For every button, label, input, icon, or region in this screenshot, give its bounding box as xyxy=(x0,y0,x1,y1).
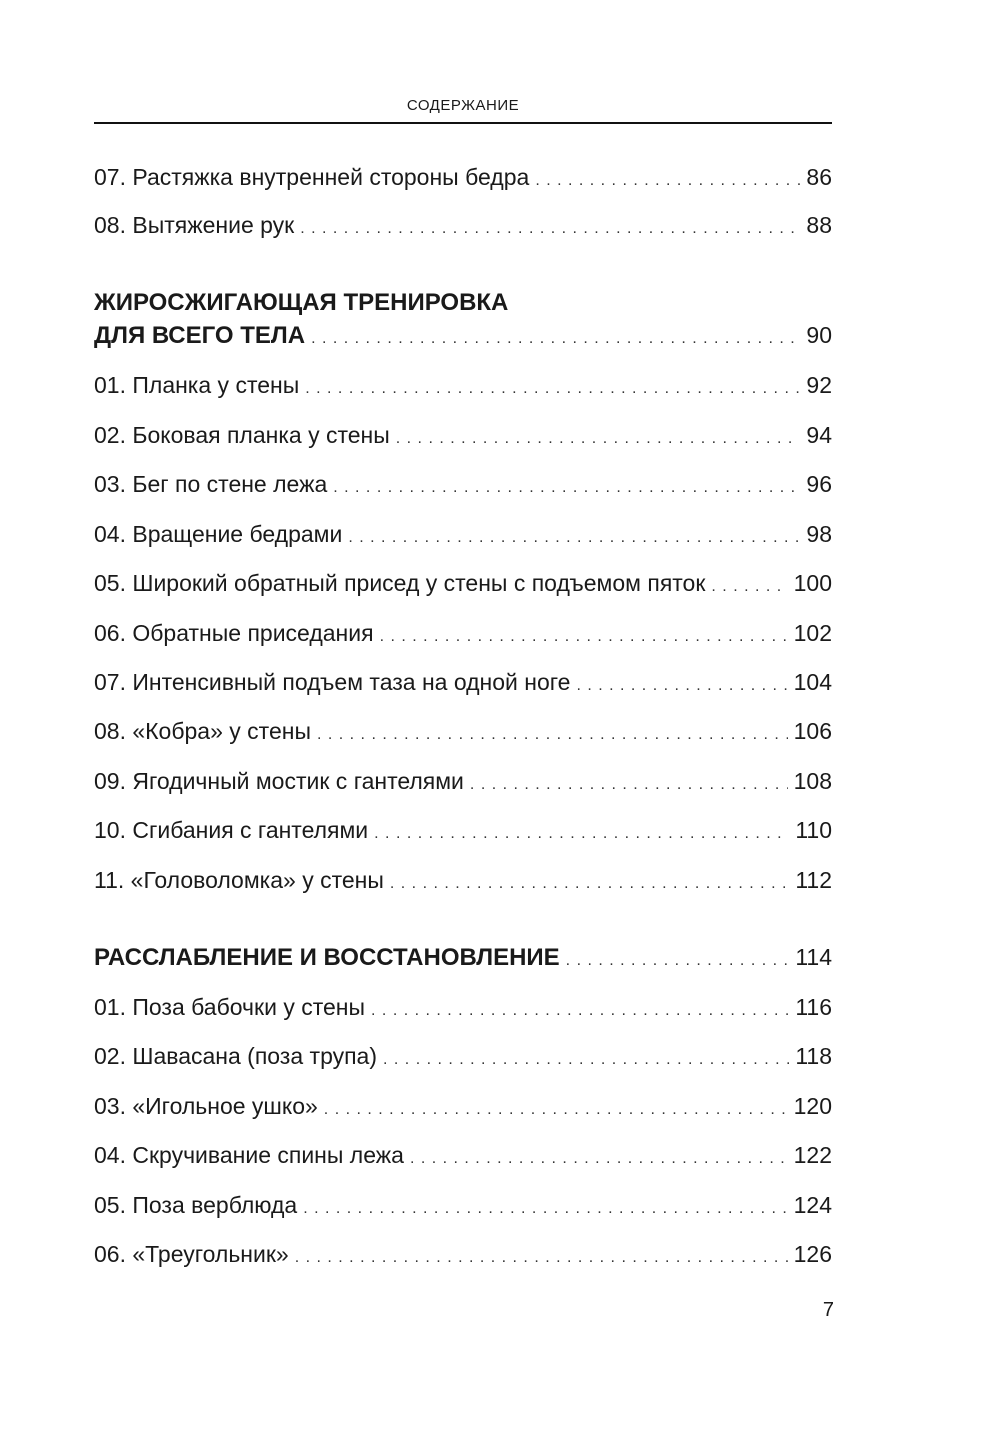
toc-entry[interactable] xyxy=(94,865,832,899)
section-page: 114 xyxy=(795,944,832,970)
toc-entry[interactable] xyxy=(94,992,832,1026)
toc-leader-dots xyxy=(324,1095,788,1125)
toc-entry-page: 96 xyxy=(806,471,832,497)
toc-leader-dots xyxy=(390,869,789,899)
toc-entry-page: 112 xyxy=(795,867,832,893)
toc-entry-page: 92 xyxy=(806,372,832,398)
toc-entry-label: 07. Интенсивный подъем таза на одной ноге xyxy=(94,669,571,695)
toc-leader-dots xyxy=(371,996,789,1026)
section-title: РАССЛАБЛЕНИЕ И ВОССТАНОВЛЕНИЕ xyxy=(94,944,560,971)
toc-leader-dots xyxy=(311,324,800,354)
toc-leader-dots xyxy=(566,946,790,976)
toc-leader-dots xyxy=(711,572,787,602)
toc-leader-dots xyxy=(380,622,788,652)
toc-entry-label: 05. Поза верблюда xyxy=(94,1192,298,1218)
toc-entry-page: 126 xyxy=(793,1241,832,1267)
toc-leader-dots xyxy=(470,770,788,800)
toc-entry[interactable] xyxy=(94,815,832,849)
toc-leader-dots xyxy=(305,374,800,404)
toc-entry[interactable] xyxy=(94,469,832,503)
toc-section-entry[interactable] xyxy=(94,320,832,354)
toc-entry-page: 100 xyxy=(793,570,832,596)
toc-entry[interactable] xyxy=(94,162,832,196)
toc-entry[interactable] xyxy=(94,1239,832,1273)
toc-leader-dots xyxy=(374,819,789,849)
toc-entry-page: 124 xyxy=(793,1192,832,1218)
toc-leader-dots xyxy=(303,1194,787,1224)
toc-section-entry[interactable] xyxy=(94,942,832,976)
toc-entry[interactable] xyxy=(94,618,832,652)
toc-leader-dots xyxy=(295,1243,788,1273)
toc-entry[interactable] xyxy=(94,519,832,553)
toc-leader-dots xyxy=(576,671,787,701)
section-title-line2: ДЛЯ ВСЕГО ТЕЛА xyxy=(94,322,306,349)
page-number: 7 xyxy=(822,1299,834,1321)
toc-entry-page: 122 xyxy=(793,1142,832,1168)
toc-entry-label: 08. «Кобра» у стены xyxy=(94,718,311,744)
toc-entry-page: 104 xyxy=(793,669,832,695)
toc-leader-dots xyxy=(535,166,800,196)
toc-entry-label: 02. Шавасана (поза трупа) xyxy=(94,1043,378,1069)
toc-entry[interactable] xyxy=(94,1091,832,1125)
toc-leader-dots xyxy=(410,1144,788,1174)
toc-entry-label: 08. Вытяжение рук xyxy=(94,212,295,238)
toc-entry[interactable] xyxy=(94,766,832,800)
toc-entry[interactable] xyxy=(94,716,832,750)
toc-entry-page: 110 xyxy=(795,817,832,843)
toc-entry-label: 06. «Треугольник» xyxy=(94,1241,289,1267)
toc-entry-page: 94 xyxy=(806,422,832,448)
toc-leader-dots xyxy=(396,424,801,454)
toc-entry-page: 88 xyxy=(806,212,832,238)
toc-leader-dots xyxy=(317,720,788,750)
header-title: СОДЕРЖАНИЕ xyxy=(406,97,520,114)
toc-entry-label: 06. Обратные приседания xyxy=(94,620,374,646)
toc-entry-label: 03. «Игольное ушко» xyxy=(94,1093,318,1119)
section-title-line1: ЖИРОСЖИГАЮЩАЯ ТРЕНИРОВКА xyxy=(94,289,509,316)
toc-entry-page: 106 xyxy=(793,718,832,744)
toc-leader-dots xyxy=(383,1045,789,1075)
toc-entry-page: 118 xyxy=(795,1043,832,1069)
toc-entry-page: 86 xyxy=(806,164,832,190)
toc-leader-dots xyxy=(300,214,800,244)
page-header xyxy=(94,94,832,124)
toc-entry-label: 11. «Головоломка» у стены xyxy=(94,867,384,893)
toc-entry[interactable] xyxy=(94,667,832,701)
toc-entry[interactable] xyxy=(94,1190,832,1224)
toc-entry-page: 98 xyxy=(806,521,832,547)
toc-entry-label: 09. Ягодичный мостик с гантелями xyxy=(94,768,464,794)
section-page: 90 xyxy=(806,322,832,348)
toc-entry-label: 04. Скручивание спины лежа xyxy=(94,1142,404,1168)
toc-entry[interactable] xyxy=(94,370,832,404)
toc-entry-label: 04. Вращение бедрами xyxy=(94,521,343,547)
toc-entry-page: 108 xyxy=(793,768,832,794)
toc-entry-label: 03. Бег по стене лежа xyxy=(94,471,328,497)
toc-entry-label: 01. Планка у стены xyxy=(94,372,300,398)
toc-entry[interactable] xyxy=(94,210,832,244)
toc-entry[interactable] xyxy=(94,420,832,454)
toc-entry-page: 120 xyxy=(793,1093,832,1119)
toc-entry-label: 01. Поза бабочки у стены xyxy=(94,994,366,1020)
toc-leader-dots xyxy=(348,523,800,553)
toc-entry-page: 102 xyxy=(793,620,832,646)
toc-entry-label: 10. Сгибания с гантелями xyxy=(94,817,369,843)
toc-entry[interactable] xyxy=(94,568,832,602)
toc-entry[interactable] xyxy=(94,1140,832,1174)
toc-entry-label: 07. Растяжка внутренней стороны бедра xyxy=(94,164,530,190)
toc-entry[interactable] xyxy=(94,1041,832,1075)
toc-leader-dots xyxy=(333,473,800,503)
toc-entry-label: 05. Широкий обратный присед у стены с подъемом пяток xyxy=(94,570,706,596)
toc-entry-page: 116 xyxy=(795,994,832,1020)
toc-entry-label: 02. Боковая планка у стены xyxy=(94,422,390,448)
